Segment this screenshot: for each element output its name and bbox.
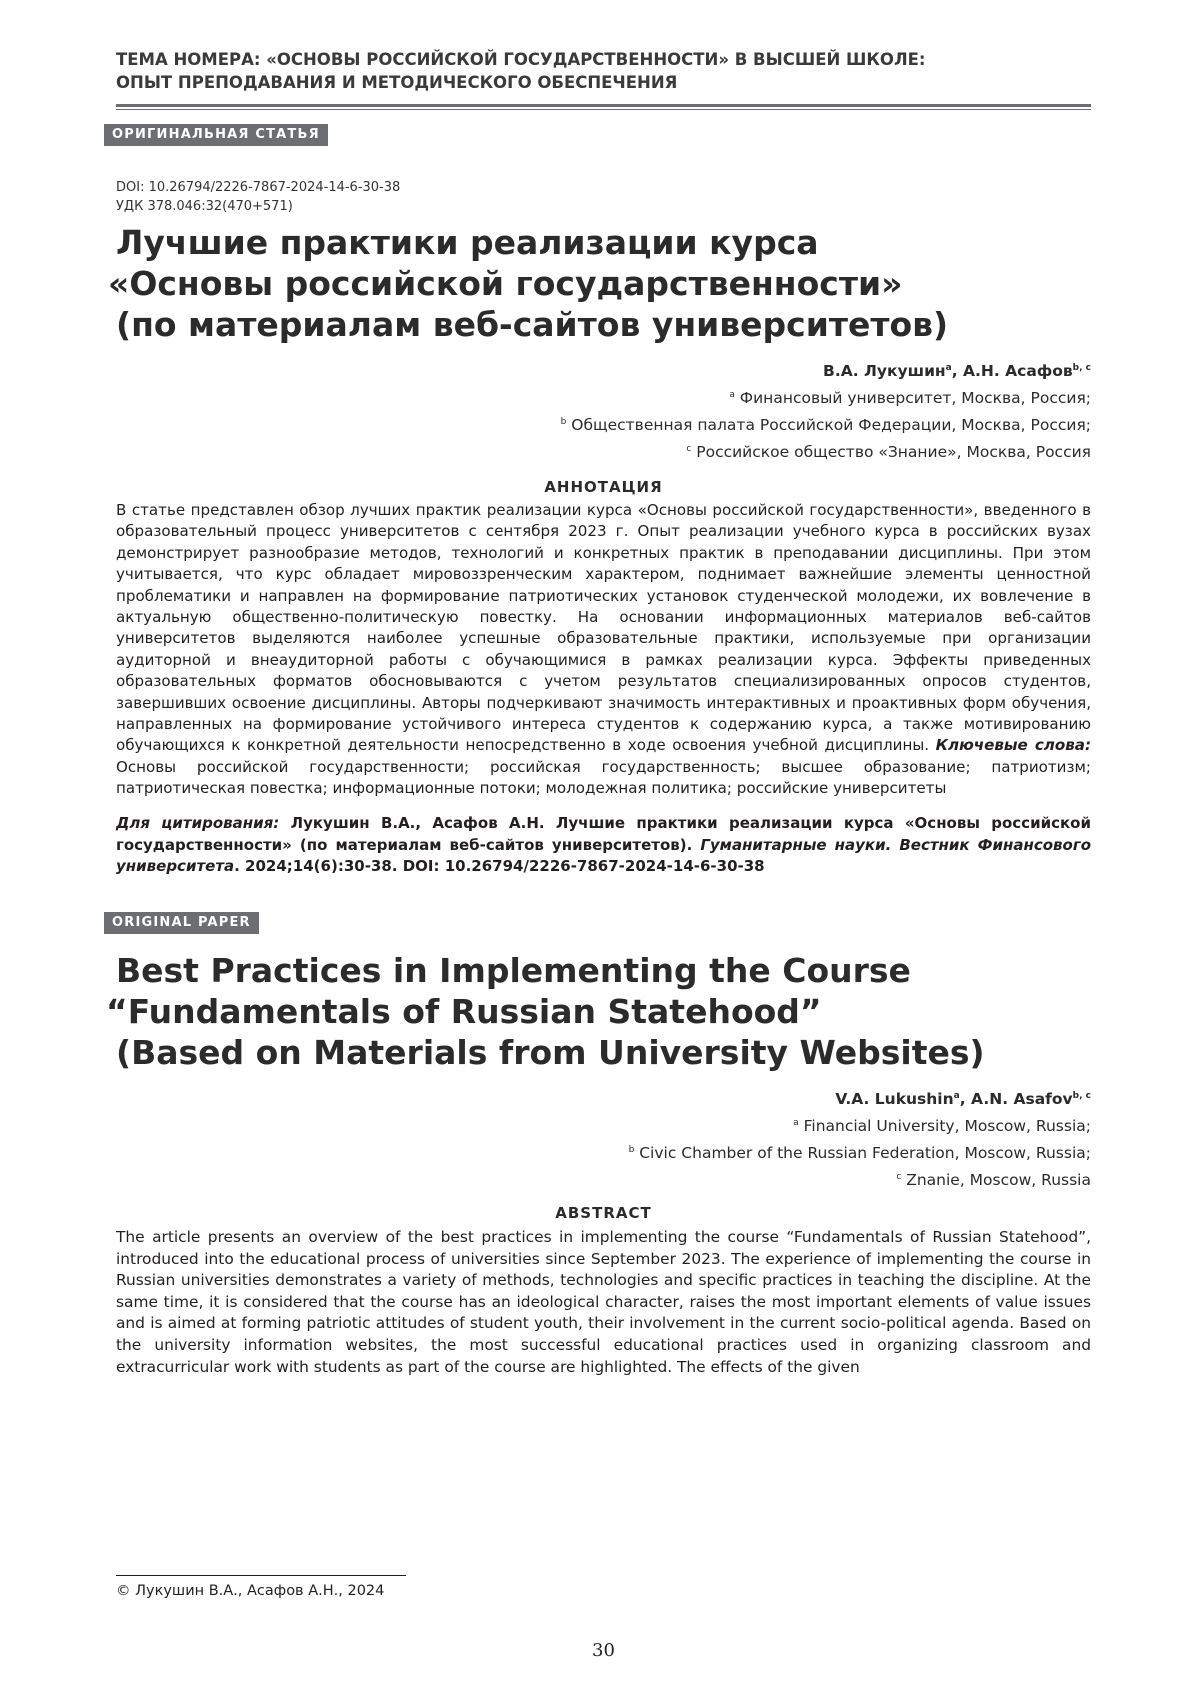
article-meta [116,178,400,216]
aff-a-en-text: Financial University, Moscow, Russia; [798,1117,1091,1135]
abstract-text-en: The article presents an overview of the best practices in implementing the course “Fundamentals of Russian Statehood”, introduced into the educational process of universities since September 2023. The experience of implementing the course in Russian universities demonstrates a variety of methods, technologies and specific practices in teaching the discipline. At the same time, it is considered that the course has an ideological character, raises the most important elements of value issues and is aimed at forming patriotic attitudes of student youth, their involvement in the current socio-political agenda. Based on the university information websites, the most successful educational practices used in organizing classroom and extracurricular work with students as part of the course are highlighted. The effects of the given [116,1228,1091,1376]
aff-a-en-sup: a [793,1118,799,1128]
affiliation-c-ru [561,437,1091,464]
keywords-text: Основы российской государственности; российская государственность; высшее образование; патриотизм; патриотическая повестка; информационные потоки; молодежная политика; российские университеты [116,757,1091,798]
title-ru-line1: Лучшие практики реализации курса [116,223,819,262]
aff-c-sup: c [686,444,692,454]
author-sep-en: , [959,1090,972,1108]
udk: УДК 378.046:32(470+571) [116,199,293,214]
author-names-ru [561,356,1091,383]
author-2: А.Н. Асафов [963,362,1073,380]
authors-en [629,1084,1091,1192]
author-1: В.А. Лукушин [823,362,946,380]
affiliation-a-ru [561,383,1091,410]
running-header-line1: ТЕМА НОМЕРА: «ОСНОВЫ РОССИЙСКОЙ ГОСУДАРСТВЕННОСТИ» В ВЫСШЕЙ ШКОЛЕ: [116,50,926,69]
article-type-tag-ru: ОРИГИНАЛЬНАЯ СТАТЬЯ [104,124,328,146]
aff-c-en-text: Znanie, Moscow, Russia [901,1171,1091,1189]
title-ru-line2: «Основы российской государственности» [108,264,903,303]
abstract-en [116,1227,1091,1378]
title-ru [108,222,949,345]
authors-ru [561,356,1091,464]
author-1-en: V.A. Lukushin [835,1090,954,1108]
aff-c-en-sup: c [896,1172,902,1182]
aff-b-text: Общественная палата Российской Федерации, Москва, Россия; [566,416,1091,434]
title-en-line2: “Fundamentals of Russian Statehood” [106,992,822,1031]
author-names-en [629,1084,1091,1111]
affiliation-b-en [629,1138,1091,1165]
copyright-footnote: © Лукушин В.А., Асафов А.Н., 2024 [116,1583,385,1599]
title-ru-line3: (по материалам веб-сайтов университетов) [116,305,949,344]
aff-a-text: Финансовый университет, Москва, Россия; [734,389,1091,407]
running-header [116,48,1091,94]
title-en [106,950,985,1073]
author-2-en: A.N. Asafov [971,1090,1073,1108]
doi: DOI: 10.26794/2226-7867-2024-14-6-30-38 [116,180,401,195]
abstract-ru [116,500,1091,800]
citation [116,813,1091,878]
affiliation-b-ru [561,410,1091,437]
footnote-rule [116,1575,406,1576]
author-sep: , [951,362,964,380]
keywords-label: Ключевые слова: [935,736,1091,755]
author-1-en-sup: a [953,1091,960,1101]
aff-b-sup: b [560,417,567,427]
abstract-heading-en: ABSTRACT [555,1204,652,1222]
header-rule-thick [116,104,1091,107]
citation-label: Для цитирования: [116,814,280,832]
aff-a-sup: a [729,390,735,400]
affiliation-c-en [629,1165,1091,1192]
citation-end: . 2024;14(6):30-38. DOI: 10.26794/2226-7867-2024-14-6-30-38 [234,857,765,875]
header-rule-thin [116,109,1091,110]
page-number: 30 [592,1640,615,1661]
aff-b-en-sup: b [628,1145,635,1155]
affiliation-a-en [629,1111,1091,1138]
title-en-line1: Best Practices in Implementing the Course [116,951,911,990]
abstract-heading-ru: АННОТАЦИЯ [544,478,663,496]
aff-b-en-text: Civic Chamber of the Russian Federation, Moscow, Russia; [634,1144,1091,1162]
author-2-sup: b, c [1072,363,1091,373]
aff-c-text: Российское общество «Знание», Москва, Россия [691,443,1091,461]
title-en-line3: (Based on Materials from University Websites) [116,1033,985,1072]
author-2-en-sup: b, c [1072,1091,1091,1101]
author-1-sup: a [945,363,952,373]
article-type-tag-en: ORIGINAL PAPER [104,912,259,934]
abstract-text-ru: В статье представлен обзор лучших практик реализации курса «Основы российской государственности», введенного в образовательный процесс университетов с сентября 2023 г. Опыт реализации учебного курса в российских вузах демонстрирует разнообразие методов, технологий и конкретных практик в преподавании дисциплины. При этом учитывается, что курс обладает мировоззренческим характером, поднимает важнейшие элементы ценностной проблематики и направлен на формирование патриотических установок студенческой молодежи, их вовлечение в актуальную общественно-политическую повестку. На основании информационных материалов веб-сайтов университетов выделяются наиболее успешные образовательные практики, используемые при организации аудиторной и внеаудиторной работы с обучающимися в рамках реализации курса. Эффекты приведенных образовательных форматов обосновываются с учетом результатов специализированных опросов студентов, завершивших освоение дисциплины. Авторы подчеркивают значимость интерактивных и проактивных форм обучения, направленных на формирование устойчивого интереса студентов к содержанию курса, а также мотивированию обучающихся к конкретной деятельности непосредственно в ходе освоения учебной дисциплины. [116,501,1091,755]
citation-journal: Гуманитарные науки. Вестник Финансового университета [116,835,1091,875]
citation-main: Лукушин В.А., Асафов А.Н. Лучшие практики реализации курса «Основы российской государственности» (по материалам веб-сайтов университетов). [116,814,1091,854]
running-header-line2: ОПЫТ ПРЕПОДАВАНИЯ И МЕТОДИЧЕСКОГО ОБЕСПЕЧЕНИЯ [116,73,678,92]
